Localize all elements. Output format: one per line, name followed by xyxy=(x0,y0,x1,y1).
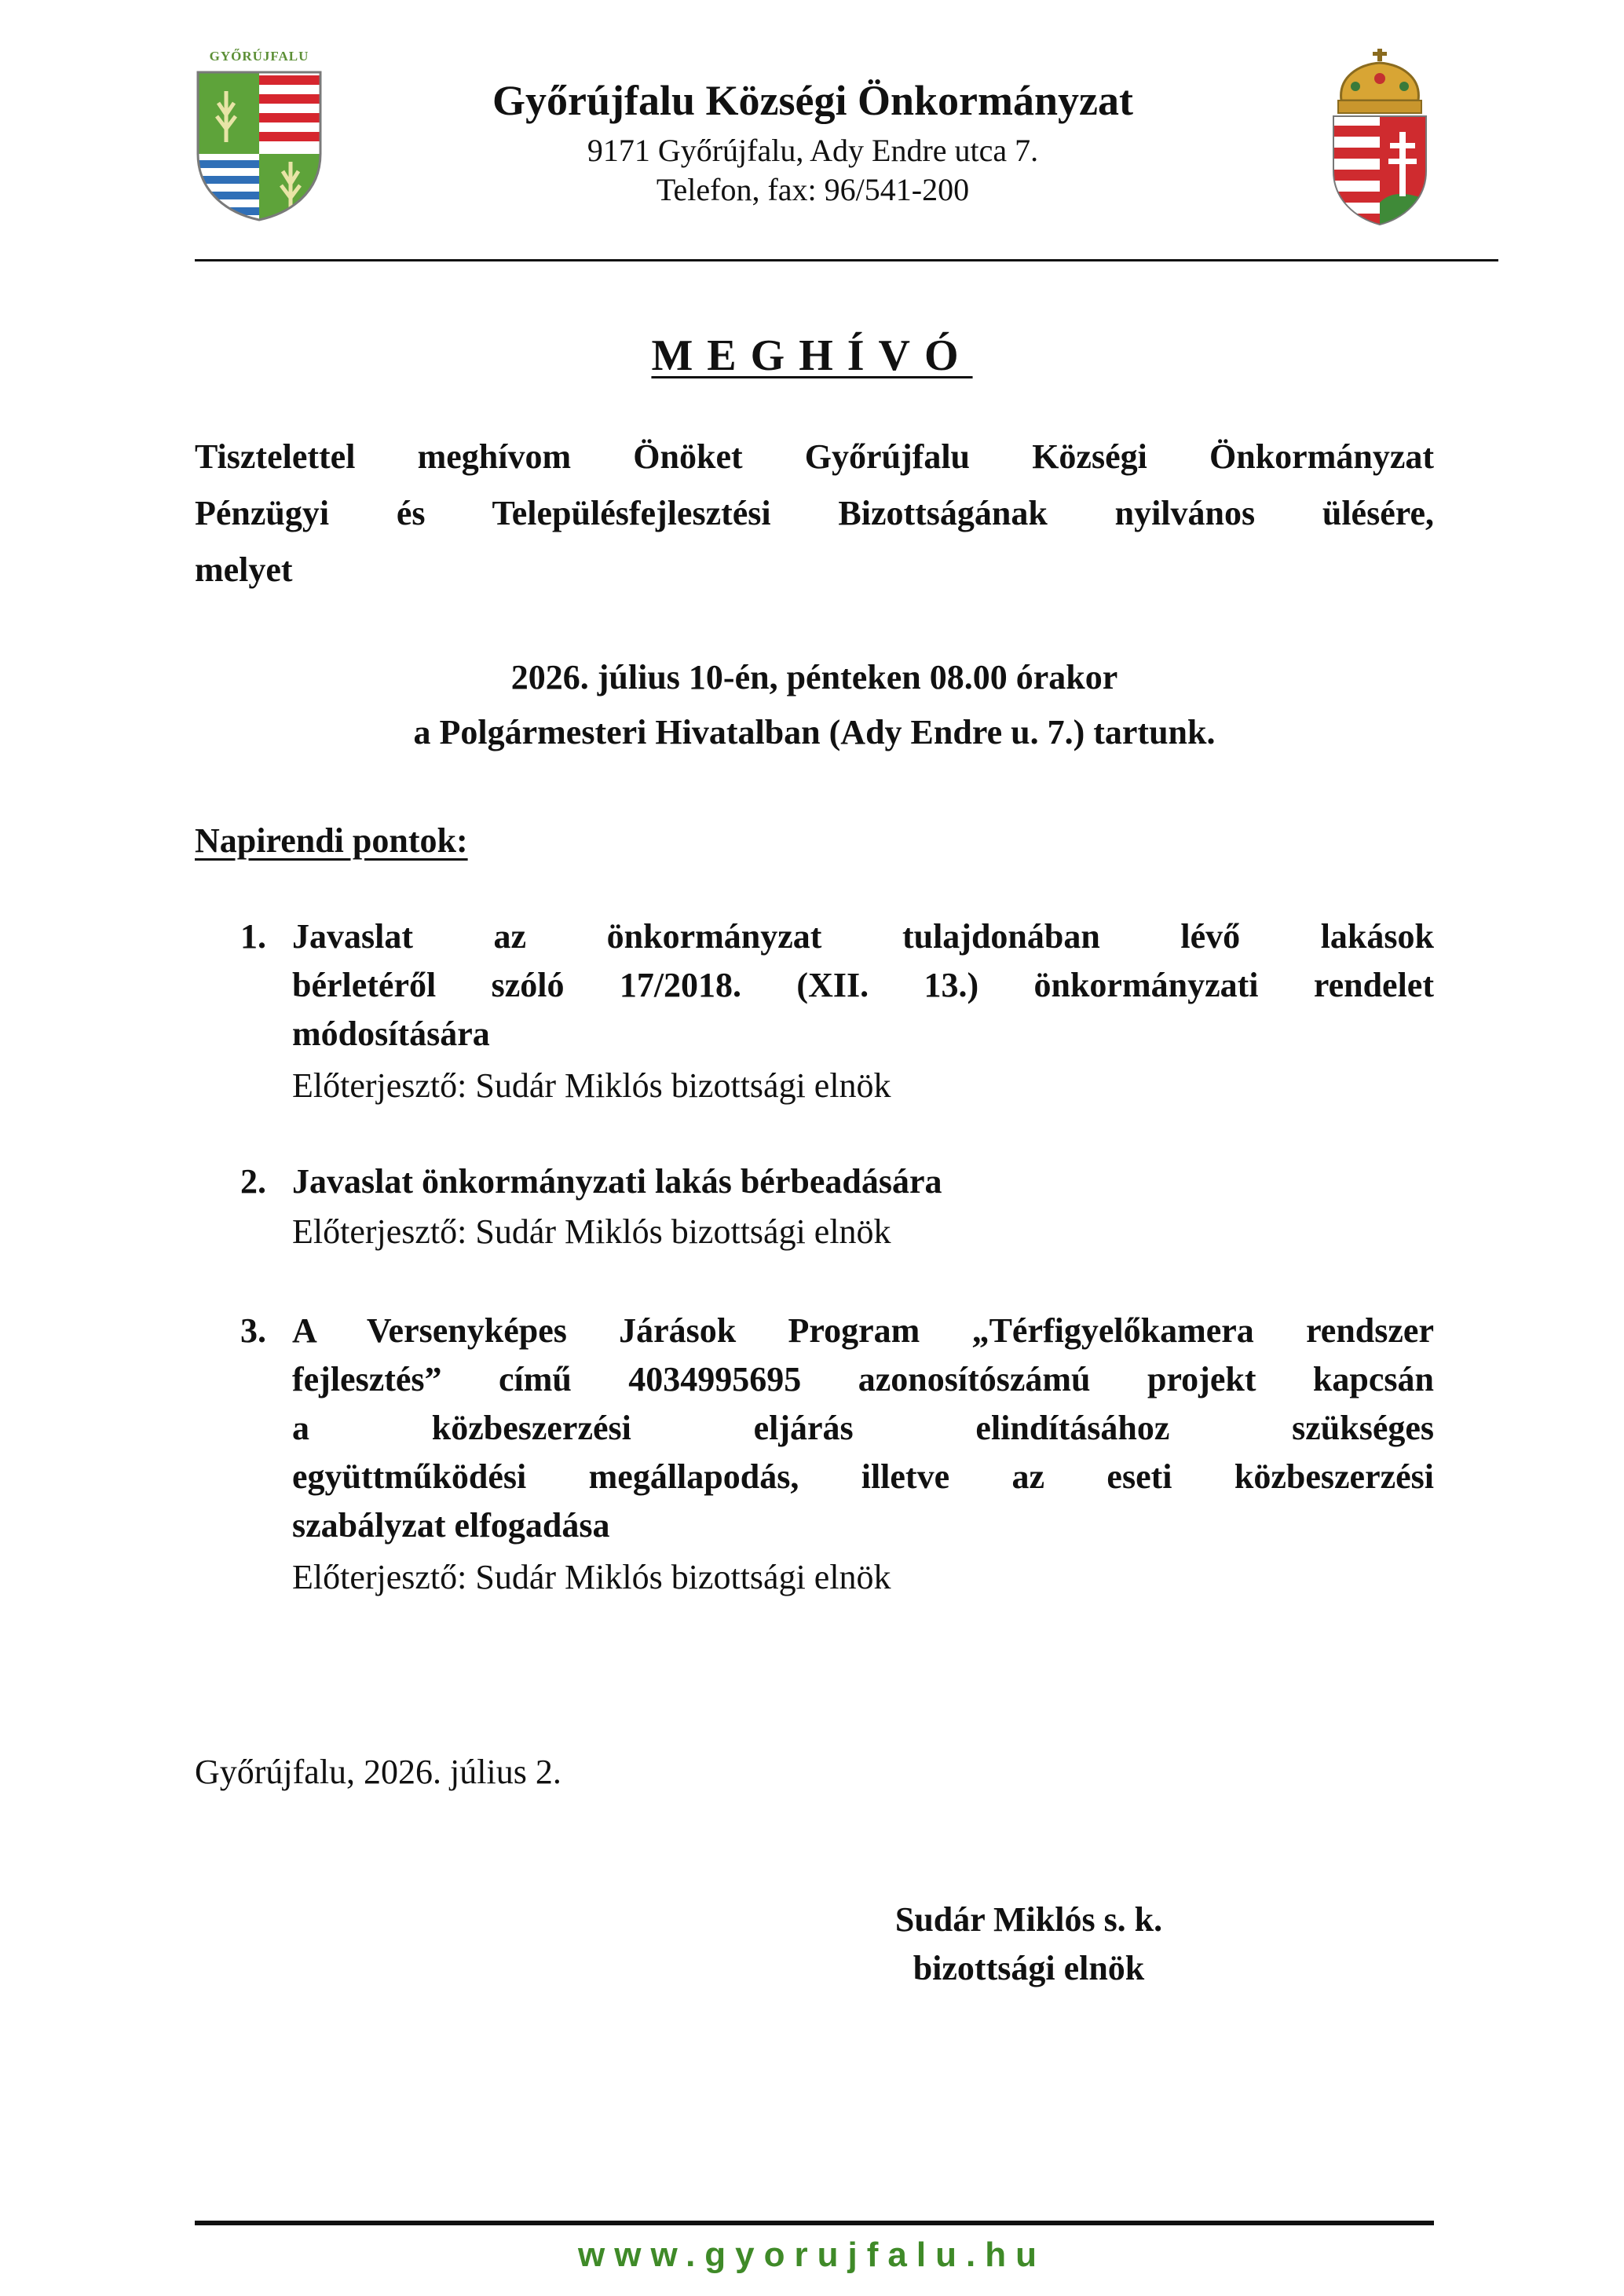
signature-title: bizottsági elnök xyxy=(913,1949,1145,1987)
document-title: MEGHÍVÓ xyxy=(651,331,973,380)
agenda-heading: Napirendi pontok: xyxy=(195,821,468,860)
crest-label: GYŐRÚJFALU xyxy=(209,49,309,64)
gyorujfalu-crest xyxy=(188,49,330,221)
agenda-item-2 xyxy=(292,1157,1434,1206)
agenda-item-line: Javaslat az önkormányzat tulajdonában lévő lakások xyxy=(292,917,1434,956)
agenda-item-line: módosítására xyxy=(292,1015,490,1053)
hungarian-coat-of-arms xyxy=(1327,46,1433,228)
shield-icon xyxy=(195,68,324,221)
agenda-item-number: 1. xyxy=(240,917,266,956)
place-and-date: Győrújfalu, 2026. július 2. xyxy=(195,1753,561,1791)
intro-line: melyet xyxy=(195,550,293,589)
header-divider xyxy=(195,259,1498,261)
organization-name: Győrújfalu Községi Önkormányzat xyxy=(492,77,1133,124)
agenda-item-number: 3. xyxy=(240,1311,266,1350)
agenda-item-3 xyxy=(292,1307,1434,1550)
intro-line: Tisztelettel meghívom Önöket Győrújfalu Községi Önkormányzat xyxy=(195,437,1434,476)
agenda-item-line: bérletéről szóló 17/2018. (XII. 13.) önkormányzati rendelet xyxy=(292,966,1434,1004)
agenda-item-line: a közbeszerzési eljárás elindításához szükséges xyxy=(292,1409,1434,1447)
agenda-item-1 xyxy=(292,912,1434,1058)
agenda-item-line: Javaslat önkormányzati lakás bérbeadására xyxy=(292,1162,942,1201)
meeting-place: a Polgármesteri Hivatalban (Ady Endre u. 7.) tartunk. xyxy=(413,713,1216,751)
organization-address: 9171 Győrújfalu, Ady Endre utca 7. xyxy=(587,133,1039,168)
agenda-item-number: 2. xyxy=(240,1162,266,1201)
agenda-item-line: fejlesztés” című 4034995695 azonosítószámú projekt kapcsán xyxy=(292,1360,1434,1398)
agenda-item-presenter: Előterjesztő: Sudár Miklós bizottsági elnök xyxy=(292,1066,891,1105)
meeting-date: 2026. július 10-én, pénteken 08.00 órakor xyxy=(510,658,1118,696)
footer-website: www.gyorujfalu.hu xyxy=(578,2236,1046,2274)
agenda-item-line: szabályzat elfogadása xyxy=(292,1506,610,1545)
agenda-item-presenter: Előterjesztő: Sudár Miklós bizottsági elnök xyxy=(292,1212,891,1251)
coat-of-arms-icon xyxy=(1327,46,1433,228)
agenda-item-line: együttműködési megállapodás, illetve az eseti közbeszerzési xyxy=(292,1457,1434,1496)
intro-paragraph xyxy=(195,429,1434,598)
signature-name: Sudár Miklós s. k. xyxy=(894,1900,1163,1939)
agenda-item-line: A Versenyképes Járások Program „Térfigyelőkamera rendszer xyxy=(292,1311,1434,1350)
intro-line: Pénzügyi és Településfejlesztési Bizottságának nyilvános ülésére, xyxy=(195,494,1434,532)
organization-phone: Telefon, fax: 96/541-200 xyxy=(656,172,970,207)
agenda-item-presenter: Előterjesztő: Sudár Miklós bizottsági elnök xyxy=(292,1558,891,1596)
footer-divider xyxy=(195,2221,1434,2225)
